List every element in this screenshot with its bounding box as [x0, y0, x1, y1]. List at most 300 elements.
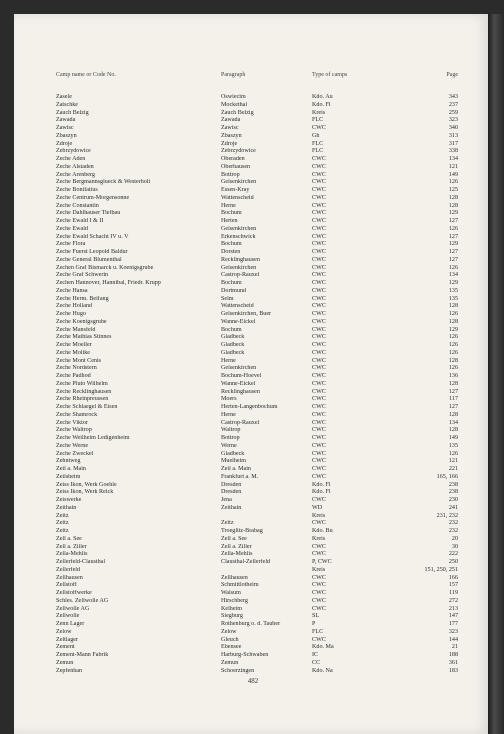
camp-type: CWC	[312, 225, 326, 232]
page-ref: 177	[448, 621, 458, 627]
camp-name: Zeche Recklinghausen	[56, 388, 112, 395]
paragraph: Dortmund	[221, 287, 247, 294]
camp-type: CWC	[312, 125, 326, 131]
camp-type: P, CWC	[312, 559, 332, 565]
camp-type: CWC	[312, 326, 326, 333]
camp-name: Zeche Mont Cenis	[56, 357, 102, 364]
camp-name: Zeche Alstaden	[56, 163, 94, 170]
paragraph: Zell a. Ziller	[221, 543, 252, 550]
camp-name: Zeche General Blumenthal	[56, 256, 122, 263]
list-item	[14, 203, 492, 211]
list-item	[14, 567, 492, 575]
paragraph: Dresden	[221, 481, 242, 488]
page-ref: 136	[448, 373, 458, 379]
page-ref: 144	[448, 636, 458, 643]
list-item	[14, 358, 492, 366]
camp-type: Kreis	[312, 535, 326, 542]
camp-name: Zemun	[56, 659, 74, 666]
page-ref: 250	[448, 559, 458, 565]
camp-type: Kreis	[312, 512, 326, 519]
camp-type: CWC	[312, 590, 326, 596]
list-item	[14, 125, 492, 133]
list-item	[14, 613, 492, 621]
book-spine	[488, 14, 504, 734]
paragraph: Wanne-Eickel	[221, 318, 256, 325]
camp-type: CWC	[312, 256, 326, 263]
page-ref: 147	[448, 613, 458, 620]
paragraph: Mockethal	[221, 101, 248, 108]
list-item	[14, 544, 492, 552]
paragraph: Bochum	[221, 241, 242, 248]
page-ref: 129	[448, 210, 458, 217]
page-ref: 30	[451, 543, 458, 550]
paragraph: Castrop-Rauxel	[221, 272, 260, 279]
camp-type: CWC	[312, 179, 326, 186]
camp-name: Zeche Bergmannsglueck & Westerholt	[56, 179, 151, 186]
camp-type: CWC	[312, 435, 326, 441]
list-item	[14, 210, 492, 218]
camp-type: CWC	[312, 349, 326, 356]
page-ref: 222	[448, 551, 458, 558]
camp-type: CWC	[312, 582, 326, 589]
camp-name: Zebrzydowice	[56, 148, 91, 155]
camp-name: Zeche Aden	[56, 156, 86, 162]
paragraph: Zell a. See	[221, 535, 247, 542]
paragraph: Clausthal-Zellerfeld	[221, 559, 271, 565]
paragraph: Zawisc	[221, 125, 239, 131]
header-type-of-camps: Type of camps	[312, 72, 348, 78]
camp-type: FLC	[312, 140, 324, 147]
page-ref: 361	[448, 659, 458, 666]
page-ref: 230	[448, 497, 458, 503]
camp-name: Zement	[56, 644, 75, 651]
camp-name: Zeche Viktor	[56, 419, 88, 426]
camp-name: Zeche Rheinpreussen	[56, 396, 109, 403]
list-item	[14, 365, 492, 373]
paragraph: Harburg-Schwaben	[221, 652, 269, 658]
list-item	[14, 637, 492, 645]
camp-name: Zeitz	[56, 520, 69, 527]
paragraph: Rothenburg o. d. Tauber	[221, 621, 281, 627]
page-ref: 221	[448, 466, 458, 472]
list-item	[14, 327, 492, 335]
paragraph: Zebrzydowice	[221, 148, 256, 155]
page-ref: 166	[448, 574, 458, 581]
camp-name: Zeche Arenberg	[56, 171, 95, 178]
page-ref: 135	[448, 287, 458, 294]
paragraph: Zellhausen	[221, 574, 248, 581]
paragraph: Gelsenkirchen, Buer	[221, 311, 272, 317]
page-ref: 272	[448, 597, 458, 604]
page-ref: 317	[448, 140, 458, 147]
page-ref: 126	[448, 264, 458, 271]
paragraph: Gelsenkirchen	[221, 365, 257, 372]
page-number: 482	[247, 677, 259, 685]
camp-type: Kdo. Bu	[312, 528, 333, 534]
camp-type: Kdo. Fl	[312, 481, 331, 488]
list-item	[14, 303, 492, 311]
list-item	[14, 559, 492, 567]
page-ref: 313	[448, 132, 458, 139]
camp-type: Kdo. Na	[312, 667, 333, 674]
camp-type: FLC	[312, 148, 324, 155]
camp-type: CWC	[312, 210, 326, 217]
page-ref: 128	[448, 194, 458, 201]
paragraph: Zemun	[221, 659, 239, 666]
list-item	[14, 621, 492, 629]
paragraph: Hirschberg	[221, 597, 248, 604]
page-ref: 127	[448, 249, 458, 255]
camp-type: CWC	[312, 187, 326, 193]
page-ref: 125	[448, 187, 458, 193]
page-ref: 213	[448, 605, 458, 612]
paragraph: Gelsenkirchen	[221, 264, 257, 271]
list-item	[14, 505, 492, 513]
page-ref: 126	[448, 349, 458, 356]
list-item	[14, 427, 492, 435]
paragraph: Oberaden	[221, 156, 245, 162]
page-ref: 121	[448, 163, 458, 170]
list-item	[14, 141, 492, 149]
column-header	[14, 72, 492, 82]
camp-name: Zeithain	[56, 504, 77, 511]
page-ref: 126	[448, 334, 458, 341]
list-item	[14, 187, 492, 195]
camp-name: Zell a. See	[56, 535, 82, 542]
paragraph: Walsum	[221, 590, 241, 596]
list-item	[14, 334, 492, 342]
list-item	[14, 489, 492, 497]
camp-name: Zeche Centrum-Morgensonne	[56, 194, 130, 201]
paragraph: Recklinghausen	[221, 256, 260, 263]
paragraph: Essen-Kray	[221, 187, 250, 193]
camp-type: CC	[312, 659, 321, 666]
camp-type: CWC	[312, 450, 326, 457]
camp-name: Zeche Mansfeld	[56, 326, 96, 333]
camp-name: Zawada	[56, 117, 76, 124]
paragraph: Wattenscheid	[221, 194, 254, 201]
page-ref: 128	[448, 380, 458, 387]
page-ref: 126	[448, 365, 458, 372]
list-item	[14, 296, 492, 304]
list-item	[14, 172, 492, 180]
camp-name: Zellhausen	[56, 574, 83, 581]
camp-type: CWC	[312, 303, 326, 310]
page-ref: 117	[449, 396, 458, 403]
page-ref: 134	[448, 156, 458, 162]
camp-name: Zellerfeld	[56, 566, 81, 573]
paragraph: Bottrop	[221, 435, 240, 441]
camp-type: CWC	[312, 520, 326, 527]
camp-type: P	[312, 621, 316, 627]
paragraph: Gladbeck	[221, 334, 245, 341]
camp-type: CWC	[312, 543, 326, 550]
list-item	[14, 288, 492, 296]
camp-name: Zeche Nordstern	[56, 365, 97, 372]
camp-name: Zellwolle	[56, 613, 80, 620]
page-ref: 129	[448, 241, 458, 248]
page-ref: 232	[448, 520, 458, 527]
list-item	[14, 148, 492, 156]
camp-type: CWC	[312, 287, 326, 294]
camp-type: CWC	[312, 605, 326, 612]
camp-type: CWC	[312, 411, 326, 418]
camp-type: CWC	[312, 218, 326, 224]
list-item	[14, 528, 492, 536]
camp-name: Zeche Mathias Stinnes	[56, 334, 112, 341]
camp-type: CWC	[312, 202, 326, 209]
page-ref: 128	[448, 303, 458, 310]
paragraph: Frankfurt a. M.	[221, 473, 259, 480]
page-ref: 128	[448, 202, 458, 209]
list-item	[14, 520, 492, 528]
camp-name: Zellstoffwerke	[56, 590, 92, 596]
paragraph: Kelheim	[221, 605, 242, 612]
camp-name: Zeil a. Main	[56, 466, 86, 472]
list-item	[14, 590, 492, 598]
paragraph: Schmittlotheim	[221, 582, 259, 589]
camp-name: Zawisc	[56, 125, 74, 131]
list-item	[14, 466, 492, 474]
page-ref: 126	[448, 311, 458, 317]
page-ref: 237	[448, 101, 458, 108]
camp-type: Kdo. Fl	[312, 101, 331, 108]
list-item	[14, 668, 492, 676]
page-ref: 121	[448, 458, 458, 465]
camp-name: Zeche Waltrop	[56, 427, 92, 434]
paragraph: Herne	[221, 411, 236, 418]
camp-type: CWC	[312, 458, 326, 465]
page-ref: 129	[448, 326, 458, 333]
page-ref: 127	[448, 233, 458, 240]
page-ref: 232	[448, 528, 458, 534]
camp-type: IC	[312, 652, 319, 658]
list-item	[14, 257, 492, 265]
paragraph: Gladbeck	[221, 349, 245, 356]
camp-type: CWC	[312, 342, 326, 348]
paragraph: Herten	[221, 218, 238, 224]
paragraph: Werne	[221, 442, 237, 449]
camp-type: CWC	[312, 249, 326, 255]
paragraph: Herne	[221, 202, 236, 209]
camp-type: CWC	[312, 388, 326, 395]
list-item	[14, 482, 492, 490]
camp-type: CWC	[312, 171, 326, 178]
page-ref: 238	[448, 481, 458, 488]
page-ref: 343	[448, 94, 458, 100]
camp-name: Zeltlager	[56, 636, 78, 643]
camp-name: Zella-Mehlis	[56, 551, 88, 558]
page-ref: 128	[448, 357, 458, 364]
camp-type: CWC	[312, 466, 326, 472]
camp-type: CWC	[312, 233, 326, 240]
camp-type: CWC	[312, 373, 326, 379]
camp-type: WD	[312, 504, 323, 511]
list-item	[14, 156, 492, 164]
list-item	[14, 117, 492, 125]
page-ref: 157	[448, 582, 458, 589]
camp-type: Gh	[312, 132, 320, 139]
paragraph: Zelow	[221, 628, 237, 635]
list-item	[14, 582, 492, 590]
camp-type: FLC	[312, 117, 324, 124]
camp-name: Zeche Hansa	[56, 287, 88, 294]
page-ref: 129	[448, 280, 458, 286]
paragraph: Dresden	[221, 489, 242, 496]
camp-type: CWC	[312, 318, 326, 325]
paragraph: Siegburg	[221, 613, 243, 620]
paragraph: Wanne-Eickel	[221, 380, 256, 387]
camp-name: Zepfenhan	[56, 667, 83, 674]
list-item	[14, 536, 492, 544]
list-item	[14, 94, 492, 102]
camp-name: Zeche Constantin	[56, 202, 99, 209]
page-ref: 21	[451, 644, 458, 651]
paragraph: Ebensee	[221, 644, 242, 651]
camp-name: Zellstoff	[56, 582, 77, 589]
camp-name: Zeche Zweckel	[56, 450, 94, 457]
header-page: Page	[446, 72, 458, 78]
list-item	[14, 373, 492, 381]
header-paragraph: Paragraph	[221, 72, 246, 78]
camp-name: Zelow	[56, 628, 72, 635]
camp-type: CWC	[312, 264, 326, 271]
page-ref: 259	[448, 109, 458, 116]
page-ref: 127	[448, 404, 458, 410]
paragraph: Dorsten	[221, 249, 241, 255]
camp-name: Zellerfeld-Clausthal	[56, 559, 106, 565]
list-item	[14, 513, 492, 521]
document-page	[14, 14, 492, 734]
list-item	[14, 458, 492, 466]
page-ref: 127	[448, 256, 458, 263]
camp-type: CWC	[312, 636, 326, 643]
camp-name: Zeche Flora	[56, 241, 86, 248]
camp-type: CWC	[312, 194, 326, 201]
camp-name: Zeiswerke	[56, 497, 82, 503]
camp-name: Zbaszyn	[56, 132, 77, 139]
paragraph: Erkenschwick	[221, 233, 256, 240]
camp-type: CWC	[312, 311, 326, 317]
page-ref: 126	[448, 179, 458, 186]
camp-name: Schles. Zellwolle AG	[56, 597, 109, 604]
page-ref: 134	[448, 272, 458, 279]
page-ref: 238	[448, 489, 458, 496]
paragraph: Moers	[221, 396, 237, 403]
list-item	[14, 575, 492, 583]
camp-type: CWC	[312, 419, 326, 426]
camp-name: Zeche Dahlhauser Tiefbau	[56, 210, 121, 217]
paragraph: Recklinghausen	[221, 388, 260, 395]
camp-type: CWC	[312, 163, 326, 170]
page-ref: 119	[449, 590, 458, 596]
list-item	[14, 342, 492, 350]
camp-name: Zeche Schlaegel & Eisen	[56, 404, 118, 410]
list-item	[14, 629, 492, 637]
page-ref: 128	[448, 411, 458, 418]
list-item	[14, 606, 492, 614]
paragraph: Oberhausen	[221, 163, 251, 170]
camp-name: Zement-Mann Fabrik	[56, 652, 109, 658]
camp-type: CWC	[312, 427, 326, 434]
page-ref: 149	[448, 171, 458, 178]
list-item	[14, 164, 492, 172]
list-item	[14, 265, 492, 273]
camp-type: SL	[312, 613, 320, 620]
list-item	[14, 497, 492, 505]
page-ref: 323	[448, 117, 458, 124]
camp-type: CWC	[312, 272, 326, 279]
camp-name: Zeitz	[56, 528, 69, 534]
list-item	[14, 443, 492, 451]
paragraph: Schoerzingen	[221, 667, 255, 674]
page-ref: 188	[448, 652, 458, 658]
camp-type: CWC	[312, 380, 326, 387]
paragraph: Bochum	[221, 326, 242, 333]
camp-name: Zeche Werne	[56, 442, 89, 449]
list-item	[14, 644, 492, 652]
page-ref: 126	[448, 342, 458, 348]
list-item	[14, 226, 492, 234]
page-ref: 128	[448, 318, 458, 325]
camp-type: Kdo. Fl	[312, 489, 331, 496]
paragraph: Selm	[221, 295, 234, 302]
camp-name: Zeche Holland	[56, 303, 93, 310]
camp-name: Zeche Padhod	[56, 373, 91, 379]
list-item	[14, 133, 492, 141]
page-ref: 231, 232	[436, 512, 458, 519]
paragraph: Gelsenkirchen	[221, 225, 257, 232]
header-camp-name: Camp name or Code No.	[56, 72, 116, 78]
paragraph: Zeithain	[221, 504, 242, 511]
camp-type: CWC	[312, 497, 326, 503]
page-ref: 149	[448, 435, 458, 441]
page-ref: 127	[448, 388, 458, 395]
list-item	[14, 311, 492, 319]
camp-name: Zell a. Ziller	[56, 543, 87, 550]
paragraph: Gelsenkirchen	[221, 179, 257, 186]
list-item	[14, 241, 492, 249]
camp-type: Kdo. Ma	[312, 644, 334, 651]
camp-name: Zeilsheim	[56, 473, 81, 480]
paragraph: Bochum	[221, 280, 242, 286]
paragraph: Gleuch	[221, 636, 239, 643]
page-ref: 126	[448, 225, 458, 232]
paragraph: Zauch Belzig	[221, 109, 254, 116]
paragraph: Troeglitz-Brabag	[221, 528, 263, 534]
camp-name: Zenn Lager	[56, 621, 85, 627]
page-ref: 165, 166	[436, 473, 458, 480]
paragraph: Zdroje	[221, 140, 238, 147]
camp-type: FLC	[312, 628, 324, 635]
camp-type: Kreis	[312, 109, 326, 116]
camp-name: Zeche Pluto Wilhelm	[56, 380, 108, 387]
paragraph: Bochum-Hoevel	[221, 373, 262, 379]
camp-name: Zechen Graf Bismarck u. Koenigsgrube	[56, 264, 154, 271]
camp-type: CWC	[312, 357, 326, 364]
camp-name: Zasele	[56, 94, 72, 100]
paragraph: Herten-Langenbochum	[221, 404, 278, 410]
camp-type: CWC	[312, 156, 326, 162]
camp-name: Zeche Moeller	[56, 342, 92, 348]
list-item	[14, 218, 492, 226]
list-item	[14, 551, 492, 559]
camp-name: Zatschke	[56, 101, 78, 108]
list-item	[14, 404, 492, 412]
list-item	[14, 280, 492, 288]
camp-name: Zeiss Ikon, Werk Goehle	[56, 481, 117, 488]
page-ref: 183	[448, 667, 458, 674]
